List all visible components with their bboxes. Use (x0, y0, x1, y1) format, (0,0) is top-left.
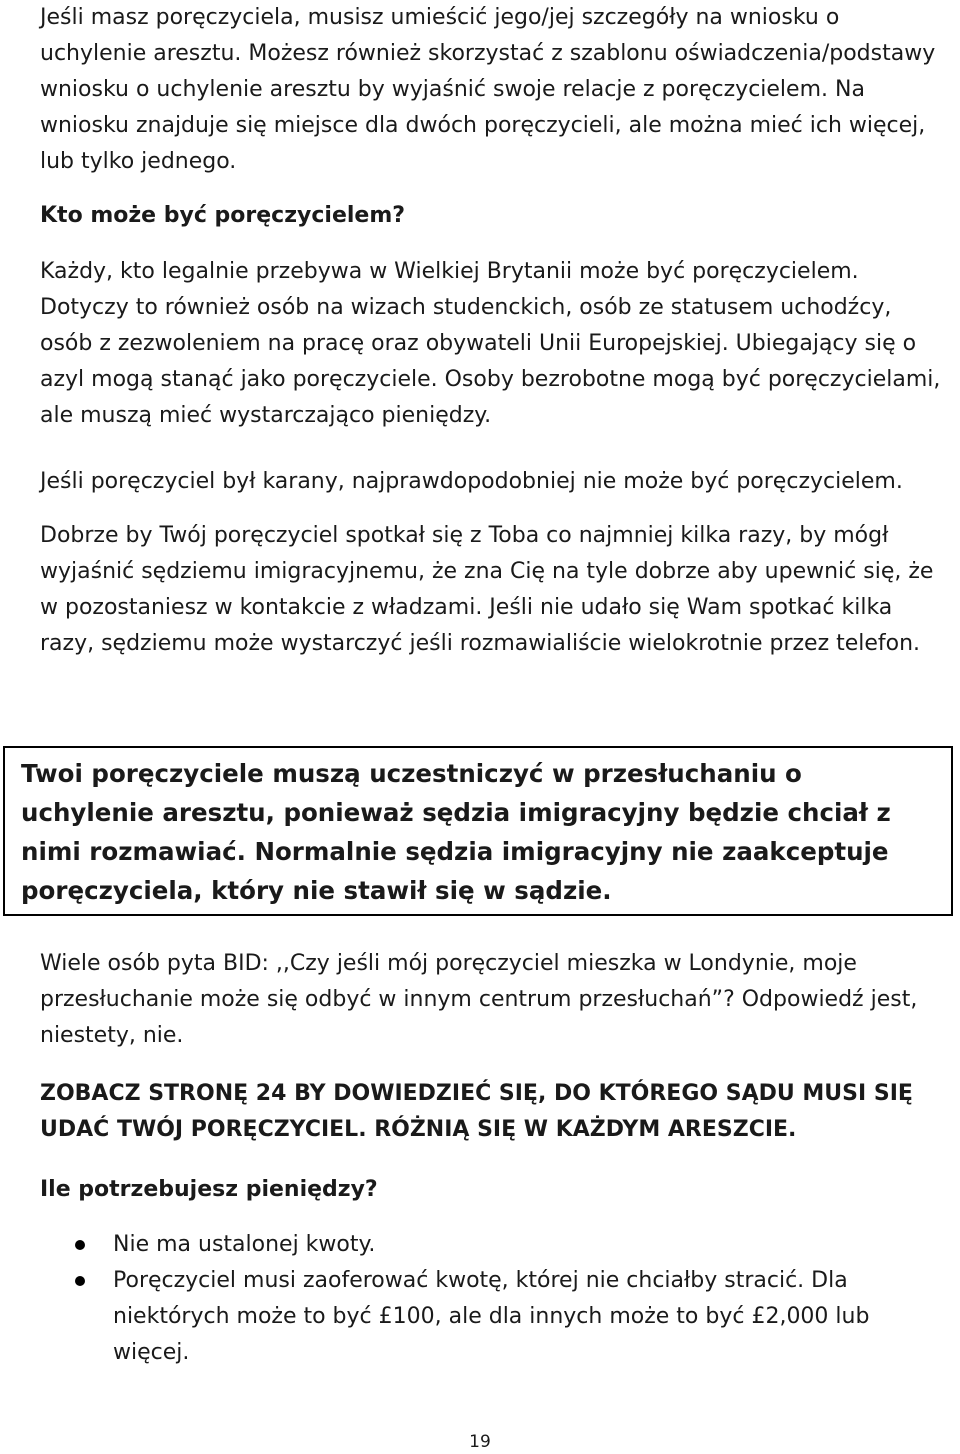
paragraph-see-page-24: ZOBACZ STRONĘ 24 BY DOWIEDZIEĆ SIĘ, DO KTÓREGO SĄDU MUSI SIĘ UDAĆ TWÓJ PORĘCZYCIEL. RÓŻNIĄ SIĘ W KAŻDYM ARESZCIE. (40, 1081, 913, 1142)
callout-text: Twoi poręczyciele muszą uczestniczyć w przesłuchaniu o uchylenie aresztu, ponieważ sędzia imigracyjny będzie chciał z nimi rozmawiać. Normalnie sędzia imigracyjny nie zaakceptuje poręczyciela, który nie stawił się w sądzie. (21, 759, 891, 905)
bullet-icon (75, 1276, 85, 1286)
bullet-icon (75, 1240, 85, 1250)
list-item (0, 1263, 913, 1371)
heading-who-can-be-surety: Kto może być poręczycielem? (40, 203, 406, 228)
page-number: 19 (469, 1432, 491, 1452)
list-item (0, 1227, 913, 1263)
paragraph-criminal-record: Jeśli poręczyciel był karany, najprawdopodobniej nie może być poręczycielem. (40, 469, 903, 494)
money-bullet-list (0, 1227, 960, 1371)
paragraph-hearing-centre-question: Wiele osób pyta BID: ,,Czy jeśli mój poręczyciel mieszka w Londynie, moje przesłuchanie może się odbyć w innym centrum przesłuchań”? Odpowiedź jest, niestety, nie. (40, 951, 918, 1048)
paragraph-who-can-be-surety: Każdy, kto legalnie przebywa w Wielkiej Brytanii może być poręczycielem. Dotyczy to również osób na wizach studenckich, osób ze statusem uchodźcy, osób z zezwoleniem na pracę oraz obywateli Unii Europejskiej. Ubiegający się o azyl mogą stanąć jako poręczyciele. Osoby bezrobotne mogą być poręczycielami, ale muszą mieć wystarczająco pieniędzy. (40, 259, 941, 428)
list-item-text: Poręczyciel musi zaoferować kwotę, której nie chciałby stracić. Dla niektórych może to być £100, ale dla innych może to być £2,000 lub więcej. (113, 1268, 870, 1365)
heading-how-much-money: Ile potrzebujesz pieniędzy? (40, 1177, 378, 1202)
callout-box (3, 746, 953, 916)
paragraph-surety-details: Jeśli masz poręczyciela, musisz umieścić jego/jej szczegóły na wniosku o uchylenie aresztu. Możesz również skorzystać z szablonu oświadczenia/podstawy wniosku o uchylenie aresztu by wyjaśnić swoje relacje z poręczycielem. Na wniosku znajduje się miejsce dla dwóch poręczycieli, ale można mieć ich więcej, lub tylko jednego. (40, 5, 936, 174)
list-item-text: Nie ma ustalonej kwoty. (113, 1232, 376, 1257)
paragraph-meet-surety: Dobrze by Twój poręczyciel spotkał się z Toba co najmniej kilka razy, by mógł wyjaśnić sędziemu imigracyjnemu, że zna Cię na tyle dobrze aby upewnić się, że w pozostaniesz w kontakcie z władzami. Jeśli nie udało się Wam spotkać kilka razy, sędziemu może wystarczyć jeśli rozmawialiście wielokrotnie przez telefon. (40, 523, 934, 656)
